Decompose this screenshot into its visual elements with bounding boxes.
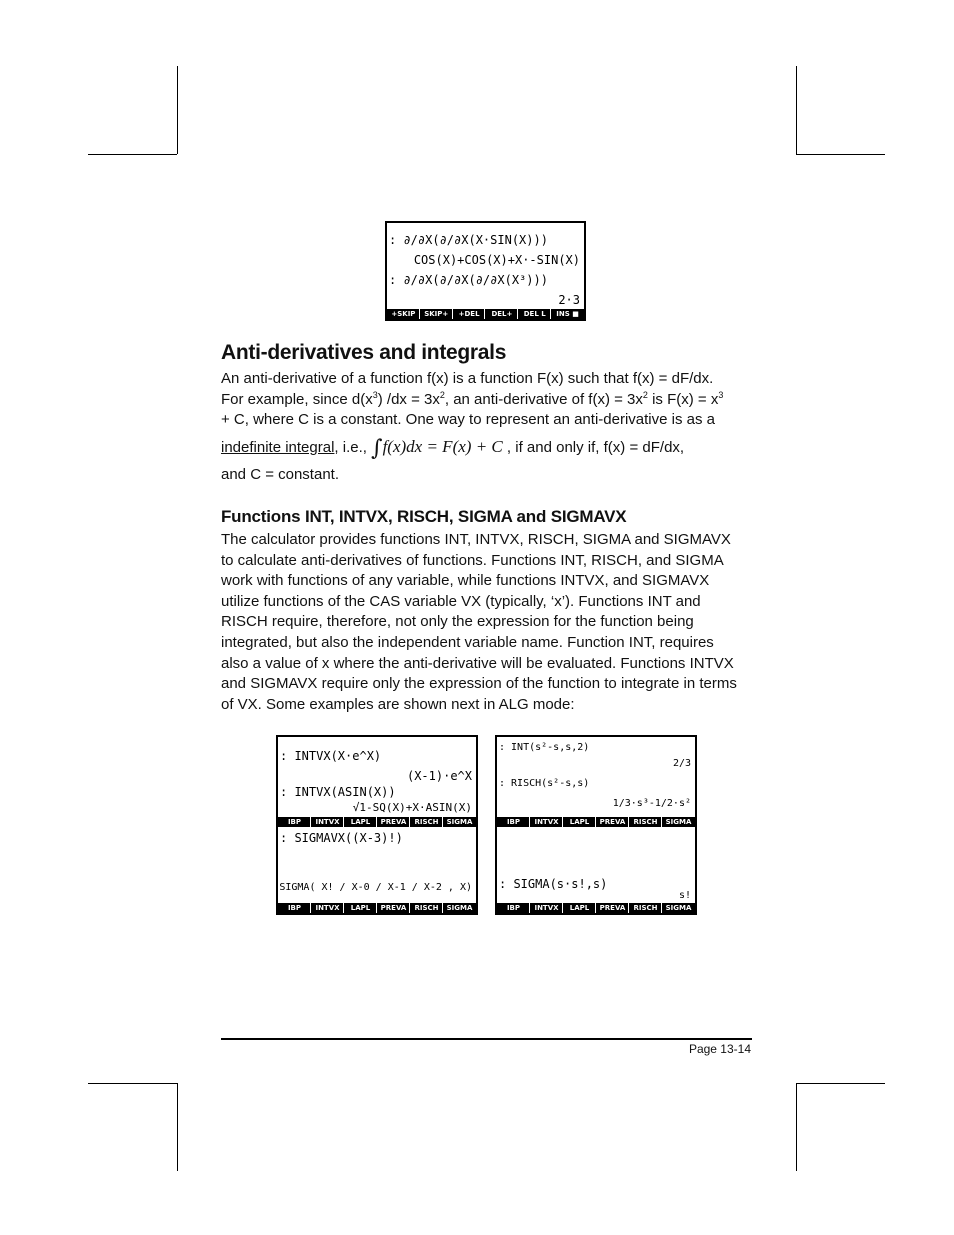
screen-line: : INT(s²-s,s,2) bbox=[499, 742, 590, 753]
softkey-risch: RISCH bbox=[411, 903, 443, 913]
screen-line: : SIGMAVX((X-3)!) bbox=[280, 831, 403, 845]
softkey-del-left: +DEL bbox=[454, 309, 486, 319]
softkey-intvx: INTVX bbox=[312, 903, 344, 913]
calculator-screen-derivatives bbox=[385, 221, 586, 321]
calculator-screen-int-risch-sigma bbox=[495, 735, 697, 915]
softkey-lapl: LAPL bbox=[564, 817, 596, 827]
paragraph-line: indefinite integral, i.e., ∫f(x)dx = F(x) + C , if and only if, f(x) = dF/dx, bbox=[221, 435, 685, 461]
screen-line: : ∂/∂X(∂/∂X(X·SIN(X))) bbox=[389, 233, 548, 247]
calculator-screen-intvx-sigmavx bbox=[276, 735, 478, 915]
softkey-ibp: IBP bbox=[279, 903, 311, 913]
softkey-preva: PREVA bbox=[597, 903, 629, 913]
paragraph-line: of VX. Some examples are shown next in ALG mode: bbox=[221, 695, 575, 713]
page-number: Page 13-14 bbox=[688, 1042, 751, 1056]
screen-line: : ∂/∂X(∂/∂X(∂/∂X(X³))) bbox=[389, 273, 548, 287]
footer-rule bbox=[221, 1038, 752, 1040]
softkey-risch: RISCH bbox=[411, 817, 443, 827]
integral-formula: f(x)dx = F(x) + C bbox=[382, 436, 503, 456]
softkey-intvx: INTVX bbox=[312, 817, 344, 827]
softkey-risch: RISCH bbox=[630, 903, 662, 913]
anti-derivative-paragraph bbox=[221, 369, 751, 486]
screen-line: : INTVX(X·e^X) bbox=[280, 749, 382, 763]
softkey-sigma: SIGMA bbox=[663, 903, 694, 913]
indefinite-integral-term: indefinite integral bbox=[221, 438, 335, 456]
paragraph-line: + C, where C is a constant. One way to represent an anti-derivative is as a bbox=[221, 411, 715, 429]
screen-result: 2·3 bbox=[558, 293, 580, 307]
softkey-ibp: IBP bbox=[498, 817, 530, 827]
screen-line: : SIGMA(s·s!,s) bbox=[499, 877, 608, 891]
screen-result: 2/3 bbox=[672, 758, 691, 769]
softkey-sigma: SIGMA bbox=[663, 817, 694, 827]
softkey-lapl: LAPL bbox=[345, 817, 377, 827]
screen-result: COS(X)+COS(X)+X·-SIN(X) bbox=[413, 253, 580, 267]
paragraph-line: The calculator provides functions INT, INTVX, RISCH, SIGMA and SIGMAVX bbox=[221, 531, 731, 548]
paragraph-line: For example, since $d(x^3) /dx = 3x^2$, an anti-derivative of $f(x) = 3x^2$ is $F(x) = x^3$ bbox=[221, 389, 724, 408]
softkey-menu bbox=[387, 309, 584, 319]
crop-mark bbox=[88, 154, 177, 155]
section-title: Anti-derivatives and integrals bbox=[221, 341, 507, 364]
softkey-menu bbox=[497, 903, 695, 913]
functions-paragraph bbox=[221, 530, 751, 715]
screen-result: s! bbox=[678, 890, 691, 901]
integral-sign: ∫ bbox=[371, 435, 383, 461]
paragraph-line: integrated, but also the independent variable name. Function INT, requires bbox=[221, 633, 714, 651]
softkey-menu bbox=[278, 817, 476, 827]
paragraph-line: to calculate anti-derivatives of functions. Functions INT, RISCH, and SIGMA bbox=[221, 551, 724, 569]
screen-result: 1/3·s³-1/2·s² bbox=[612, 798, 691, 809]
screen-result: SIGMA( X! / X-0 / X-1 / X-2 , X) bbox=[279, 882, 472, 893]
crop-mark bbox=[177, 66, 178, 154]
softkey-menu bbox=[278, 903, 476, 913]
paragraph-line: RISCH require, therefore, not only the expression for the function being bbox=[221, 613, 694, 631]
softkey-skip-left: +SKIP bbox=[388, 309, 420, 319]
crop-mark bbox=[796, 66, 797, 154]
softkey-preva: PREVA bbox=[378, 903, 410, 913]
softkey-ibp: IBP bbox=[279, 817, 311, 827]
paragraph-line: and SIGMAVX require only the expression of the function to integrate in terms bbox=[221, 675, 737, 693]
crop-mark bbox=[177, 1083, 178, 1171]
softkey-menu bbox=[497, 817, 695, 827]
softkey-del-right: DEL+ bbox=[486, 309, 518, 319]
softkey-preva: PREVA bbox=[378, 817, 410, 827]
paragraph-line: and C = constant. bbox=[221, 466, 339, 484]
crop-mark bbox=[88, 1083, 177, 1084]
softkey-ins: INS ■ bbox=[552, 309, 583, 319]
softkey-intvx: INTVX bbox=[531, 903, 563, 913]
screen-result: (X-1)·e^X bbox=[406, 769, 472, 783]
softkey-sigma: SIGMA bbox=[444, 817, 475, 827]
paragraph-line: An anti-derivative of a function f(x) is a function F(x) such that f(x) = dF/dx. bbox=[221, 370, 714, 387]
screen-line: : INTVX(ASIN(X)) bbox=[280, 785, 396, 799]
screen-result: √1-SQ(X)+X·ASIN(X) bbox=[352, 801, 472, 814]
paragraph-line: utilize functions of the CAS variable VX (typically, ‘x’). Functions INT and bbox=[221, 592, 701, 610]
softkey-preva: PREVA bbox=[597, 817, 629, 827]
softkey-intvx: INTVX bbox=[531, 817, 563, 827]
screen-line: : RISCH(s²-s,s) bbox=[499, 778, 590, 789]
paragraph-line: work with functions of any variable, while functions INTVX, and SIGMAVX bbox=[221, 572, 710, 590]
softkey-skip-right: SKIP+ bbox=[421, 309, 453, 319]
softkey-del-l: DEL L bbox=[519, 309, 551, 319]
softkey-ibp: IBP bbox=[498, 903, 530, 913]
paragraph-line: also a value of x where the anti-derivative will be evaluated. Functions INTVX bbox=[221, 654, 734, 672]
crop-mark bbox=[796, 1083, 885, 1084]
softkey-lapl: LAPL bbox=[345, 903, 377, 913]
softkey-lapl: LAPL bbox=[564, 903, 596, 913]
softkey-sigma: SIGMA bbox=[444, 903, 475, 913]
crop-mark bbox=[796, 1083, 797, 1171]
subsection-title: Functions INT, INTVX, RISCH, SIGMA and SIGMAVX bbox=[221, 507, 627, 526]
softkey-risch: RISCH bbox=[630, 817, 662, 827]
crop-mark bbox=[796, 154, 885, 155]
